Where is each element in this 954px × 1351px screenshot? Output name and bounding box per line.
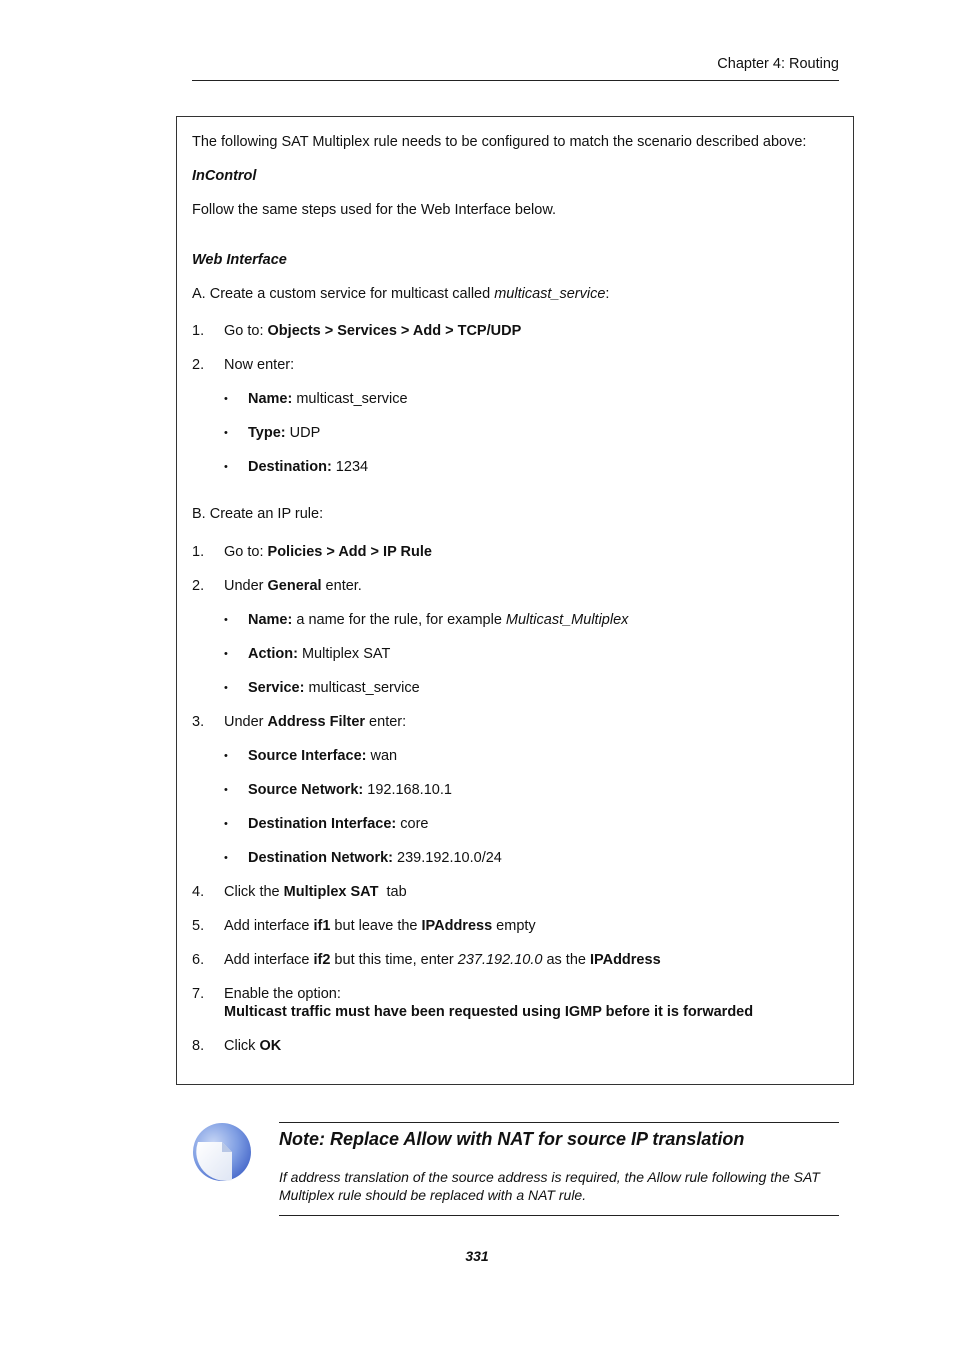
step-a: A. Create a custom service for multicast called multicast_service: [192, 286, 610, 302]
note-top-rule [279, 1122, 839, 1123]
step-number: 1. [192, 323, 205, 339]
step-b: B. Create an IP rule: [192, 506, 324, 522]
step-number: 5. [192, 918, 205, 934]
step-number: 7. [192, 986, 205, 1002]
step-a2: Now enter: [224, 357, 295, 373]
header-rule [192, 80, 839, 81]
step-number: 2. [192, 578, 205, 594]
step-b1: Go to: Policies > Add > IP Rule [224, 544, 432, 560]
step-b5: Add interface if1 but leave the IPAddress empty [224, 918, 536, 934]
step-b6: Add interface if2 but this time, enter 237.192.10.0 as the IPAddress [224, 952, 661, 968]
field-destination: Destination: 1234 [248, 459, 369, 475]
note-icon [192, 1122, 252, 1182]
bullet: • [224, 818, 228, 830]
step-b8: Click OK [224, 1038, 282, 1054]
step-b4: Click the Multiplex SAT tab [224, 884, 407, 900]
bullet: • [224, 852, 228, 864]
bullet: • [224, 427, 228, 439]
incontrol-text: Follow the same steps used for the Web Interface below. [192, 202, 557, 218]
bullet: • [224, 750, 228, 762]
note-text: If address translation of the source address is required, the Allow rule following the SAT Multiplex rule should be replaced with a NAT rule. [279, 1169, 820, 1203]
page-number: 331 [465, 1248, 489, 1264]
step-b3: Under Address Filter enter: [224, 714, 407, 730]
incontrol-heading: InControl [192, 168, 257, 184]
intro-text: The following SAT Multiplex rule needs to be configured to match the scenario described above: [192, 134, 807, 150]
step-number: 2. [192, 357, 205, 373]
page-header: Chapter 4: Routing [717, 56, 839, 72]
bullet: • [224, 682, 228, 694]
step-number: 1. [192, 544, 205, 560]
field-action: Action: Multiplex SAT [248, 646, 391, 662]
bullet: • [224, 461, 228, 473]
step-number: 4. [192, 884, 205, 900]
field-source-network: Source Network: 192.168.10.1 [248, 782, 452, 798]
step-number: 3. [192, 714, 205, 730]
field-destination-interface: Destination Interface: core [248, 816, 429, 832]
step-number: 8. [192, 1038, 205, 1054]
bullet: • [224, 648, 228, 660]
step-b7-option: Multicast traffic must have been requested using IGMP before it is forwarded [224, 1004, 754, 1020]
field-name: Name: a name for the rule, for example Multicast_Multiplex [248, 612, 629, 628]
field-service: Service: multicast_service [248, 680, 420, 696]
note-bottom-rule [279, 1215, 839, 1216]
note-title: Note: Replace Allow with NAT for source IP translation [279, 1129, 745, 1149]
step-b7: Enable the option: [224, 986, 341, 1002]
step-b2: Under General enter. [224, 578, 362, 594]
field-name: Name: multicast_service [248, 391, 408, 407]
step-number: 6. [192, 952, 205, 968]
field-destination-network: Destination Network: 239.192.10.0/24 [248, 850, 502, 866]
field-type: Type: UDP [248, 425, 321, 441]
bullet: • [224, 614, 228, 626]
bullet: • [224, 393, 228, 405]
bullet: • [224, 784, 228, 796]
web-interface-heading: Web Interface [192, 252, 287, 268]
step-a1: Go to: Objects > Services > Add > TCP/UDP [224, 323, 522, 339]
field-source-interface: Source Interface: wan [248, 748, 398, 764]
